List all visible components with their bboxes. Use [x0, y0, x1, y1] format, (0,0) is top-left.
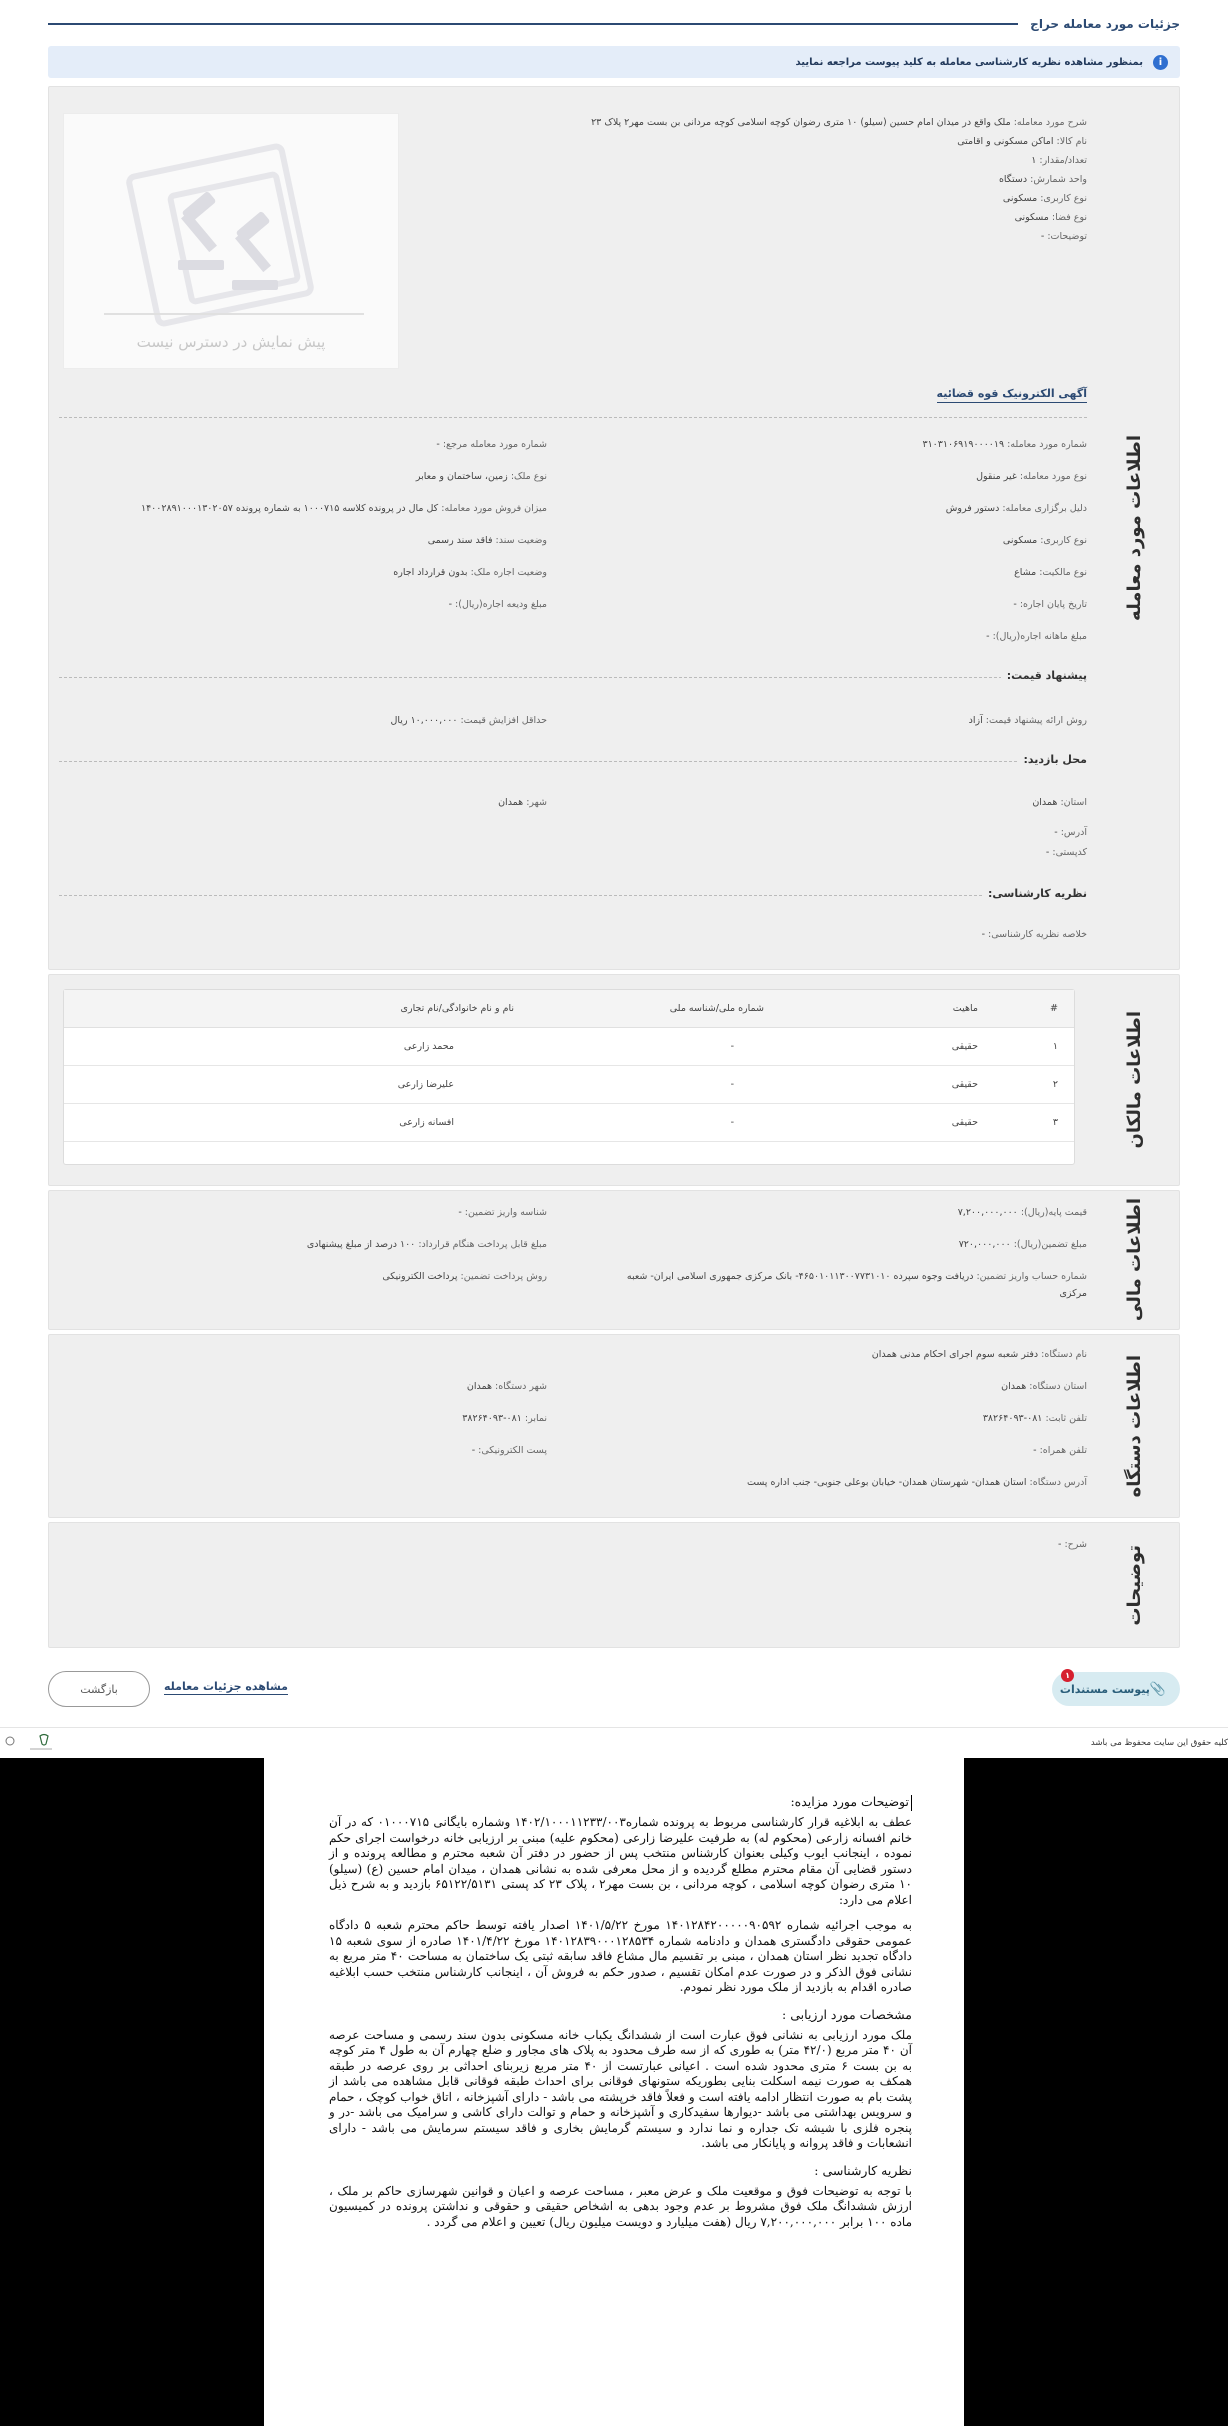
owners-section — [48, 974, 1180, 1186]
guarantee-account-row-cont: مرکزی — [1059, 1288, 1087, 1299]
item-description-row: شرح مورد معامله: ملک واقع در میدان امام حسین (سیلو) ۱۰ متری رضوان کوچه اسلامی کوچه مردانی بن بست مهر۲ پلاک ۲۳ — [591, 117, 1087, 128]
doc-heading-specs: مشخصات مورد ارزیابی : — [782, 2006, 912, 2022]
divider — [59, 677, 1087, 678]
document-viewer[interactable] — [0, 1758, 1228, 2426]
divider — [59, 761, 1087, 762]
agency-province-row: استان دستگاه: همدان — [1001, 1381, 1087, 1392]
doc-heading-description: توضیحات مورد مزایده: — [329, 1793, 912, 1811]
notes-section — [48, 1522, 1180, 1648]
row-index: ۱ — [1052, 1041, 1058, 1052]
row-national-id: - — [730, 1079, 734, 1090]
page-title: جزئیات مورد معامله حراج — [1030, 17, 1180, 31]
agency-fax-row: نمابر: ۰۸۱-۳۸۲۶۴۰۹۳ — [462, 1413, 547, 1424]
copyright-text: کلیه حقوق این سایت محفوظ می باشد — [1090, 1738, 1228, 1748]
table-row — [64, 1066, 1074, 1104]
row-type: حقیقی — [951, 1041, 978, 1052]
image-preview — [63, 113, 399, 369]
ref-deal-number-row: شماره مورد معامله مرجع: - — [436, 439, 547, 450]
usage-type-row: نوع کاربری: مسکونی — [1002, 535, 1087, 546]
page-header — [48, 14, 1180, 34]
visit-postal-row: کدپستی: - — [1045, 847, 1087, 858]
expert-heading: نظریه کارشناسی: — [982, 887, 1087, 900]
emblem-icon — [4, 1732, 54, 1754]
property-type-row: نوع ملک: زمین، ساختمان و معابر — [415, 471, 547, 482]
quantity-row: تعداد/مقدار: ۱ — [1031, 155, 1087, 166]
attachments-badge: ۱ — [1061, 1669, 1074, 1682]
doc-paragraph-specs: ملک مورد ارزیابی به نشانی فوق عبارت است از ششدانگ یکباب خانه مسکونی بدون سند رسمی و مساحت عرصه آن ۴۰ متر مربع (۴۲/۰ متر) به طوری که از سه طرف محدود به پلاک های مجاور و ضلع چهارم آن به طول ۴ متر کوچه به بن بست ۶ متری محدود شده است . اعیانی عبارتست از ۴۰ متر مربع زیربنای احداثی بر روی عرصه در طبقه همکف به صورت نیمه اسکلت بنایی بطوریکه ستونهای فوقانی برای احداث طبقه فوقانی قابل مشاهده می باشد از پشت بام به صورت انتظار ادامه یافته است و فعلاً فاقد خرپشته می باشد - دارای آشپزخانه ، اتاق خواب کوچک ، حمام و سرویس بهداشتی می باشد -دیوارها سفیدکاری و آشپزخانه و حمام و توالت دارای کاشی و سرامیک می باشد -در و پنجره فلزی با شیشه تک جداره و نما ندارد و سیستم گرمایش بخاری و فاقد سیستم سرمایش می باشد - دارای انشعابات و فاقد پروانه و پایانکار می باشد. — [329, 2027, 913, 2150]
deal-type-row: نوع مورد معامله: غیر منقول — [976, 471, 1087, 482]
table-row — [64, 1028, 1074, 1066]
info-icon: i — [1153, 55, 1168, 70]
doc-paragraph-intro: عطف به ابلاغیه قرار کارشناسی مربوط به پرونده شماره۱۴۰۲/۱۰۰۰۱۱۲۳۳/۰۰۳ وشماره بایگانی ۰۱۰۰۰۷۱۵ که در آن خانم افسانه زارعی (محکوم له) به طرفیت علیرضا زارعی (محکوم علیه) مبنی بر ارزیابی خانه درخواست اجرای حکم نموده ، اینجانب ایوب وکیلی بعنوان کارشناس منتخب پس از حضور در دفتر آن شعبه محترم و مطالعه پرونده و از دستور قضایی آن مقام محترم مطلع گردیده و از محل معرفی شده به نشانی همدان ، میدان امام حسین (ع) (سیلو) ۱۰ متری رضوان کوچه اسلامی ، کوچه مردانی ، بن بست مهر۲ ، پلاک ۲۳ کد پستی ۶۵۱۲۲/۵۱۳۱ بازدید و به شرح ذیل اعلام می دارد: — [329, 1815, 912, 1907]
owners-table — [63, 989, 1075, 1165]
expert-summary-row: خلاصه نظریه کارشناسی: - — [981, 929, 1087, 940]
col-index: # — [1050, 1003, 1058, 1014]
guarantee-id-row: شناسه واریز تضمین: - — [458, 1207, 547, 1218]
col-type: ماهیت — [952, 1003, 978, 1014]
agency-mobile-row: تلفن همراه: - — [1033, 1445, 1087, 1456]
table-row — [64, 1104, 1074, 1142]
attachments-label: پیوست مستندات — [1059, 1682, 1150, 1696]
space-type-row: نوع فضا: مسکونی — [1014, 212, 1087, 223]
back-button[interactable]: بازگشت — [48, 1671, 150, 1707]
description-row: شرح: - — [1057, 1539, 1087, 1550]
item-info-section — [48, 86, 1180, 970]
owners-side-title: اطلاعات مالکان — [1123, 1011, 1145, 1149]
doc-paragraph-execution: به موجب اجرائیه شماره ۱۴۰۱۲۸۴۲۰۰۰۰۰۹۰۵۹۲ مورخ ۱۴۰۱/۵/۲۲ اصدار یافته توسط حاکم محترم شعبه ۵ دادگاه عمومی حقوقی دادگستری همدان و دادنامه شماره ۱۴۰۱۲۸۳۹۰۰۰۱۲۸۵۳۴ مورخ ۱۴۰۱/۴/۲۲ صادره از سوی شعبه ۱۵ دادگاه تجدید نظر استان همدان ، مبنی بر تقسیم مال مشاع فاقد سابقه ثبتی یک ساختمان به مساحت ۴۰ متر مربع به نشانی فوق الذکر و در صورت عدم امکان تقسیم ، صدور حکم به فروش آن ، اینجانب کارشناس منتخب حسب ابلاغیه صادره اقدام به بازدید از ملک مورد نظر نمودم. — [329, 1918, 913, 1994]
agency-section — [48, 1334, 1180, 1518]
col-name: نام و نام خانوادگی/نام تجاری — [400, 1003, 514, 1014]
text-cursor — [911, 1795, 912, 1811]
min-increase-row: حداقل افزایش قیمت: ۱۰,۰۰۰,۰۰۰ ریال — [390, 715, 547, 726]
payment-method-row: روش پرداخت تضمین: پرداخت الکترونیکی — [382, 1271, 547, 1282]
agency-email-row: پست الکترونیکی: - — [471, 1445, 547, 1456]
usage-row: نوع کاربری: مسکونی — [1002, 193, 1087, 204]
deal-details-link[interactable]: مشاهده جزئیات معامله — [164, 1680, 288, 1693]
contract-payment-row: مبلغ قابل پرداخت هنگام قرارداد: ۱۰۰ درصد از مبلغ پیشنهادی — [306, 1239, 547, 1250]
notes-row: توضیحات: - — [1040, 231, 1087, 242]
doc-heading-opinion: نظریه کارشناسی : — [814, 2162, 912, 2178]
lease-status-row: وضعیت اجاره ملک: بدون قرارداد اجاره — [393, 567, 547, 578]
row-national-id: - — [730, 1041, 734, 1052]
monthly-rent-row: مبلغ ماهانه اجاره(ریال): - — [986, 631, 1087, 642]
lease-end-row: تاریخ پایان اجاره: - — [1013, 599, 1087, 610]
ownership-type-row: نوع مالکیت: مشاع — [1014, 567, 1087, 578]
judiciary-ad-link[interactable]: آگهی الکترونیک قوه قضائیه — [937, 387, 1087, 403]
divider — [59, 417, 1087, 418]
row-national-id: - — [730, 1117, 734, 1128]
deal-reason-row: دلیل برگزاری معامله: دستور فروش — [945, 503, 1087, 514]
agency-address-row: آدرس دستگاه: استان همدان- شهرستان همدان- خیابان بوعلی جنوبی- جنب اداره پست — [746, 1477, 1087, 1488]
item-info-side-title: اطلاعات مورد معامله — [1123, 435, 1145, 621]
visit-address-row: آدرس: - — [1054, 827, 1087, 838]
financial-section — [48, 1190, 1180, 1330]
row-name: افسانه زارعی — [399, 1117, 454, 1128]
bid-method-row: روش ارائه پیشنهاد قیمت: آزاد — [968, 715, 1087, 726]
agency-name-row: نام دستگاه: دفتر شعبه سوم اجرای احکام مدنی همدان — [871, 1349, 1087, 1360]
agency-landline-row: تلفن ثابت: ۰۸۱-۳۸۲۶۴۰۹۳ — [982, 1413, 1087, 1424]
header-divider — [48, 23, 1018, 25]
visit-city-row: شهر: همدان — [498, 797, 547, 808]
row-index: ۲ — [1052, 1079, 1058, 1090]
guarantee-amount-row: مبلغ تضمین(ریال): ۷۲۰,۰۰۰,۰۰۰ — [958, 1239, 1087, 1250]
row-index: ۳ — [1052, 1117, 1058, 1128]
preview-caption: پیش نمایش در دسترس نیست — [136, 333, 326, 351]
row-type: حقیقی — [951, 1117, 978, 1128]
col-national-id: شماره ملی/شناسه ملی — [669, 1003, 764, 1014]
bid-heading: پیشنهاد قیمت: — [1001, 669, 1087, 682]
base-price-row: قیمت پایه(ریال): ۷,۲۰۰,۰۰۰,۰۰۰ — [957, 1207, 1087, 1218]
row-name: محمد زارعی — [403, 1041, 454, 1052]
gavel-placeholder-icon — [64, 114, 400, 370]
owners-table-header — [64, 990, 1074, 1028]
paperclip-icon: 📎 — [1149, 1681, 1167, 1697]
unit-row: واحد شمارش: دستگاه — [998, 174, 1087, 185]
attachments-button[interactable] — [1052, 1672, 1180, 1706]
visit-province-row: استان: همدان — [1032, 797, 1087, 808]
goods-name-row: نام کالا: اماکن مسکونی و اقامتی — [957, 136, 1087, 147]
agency-city-row: شهر دستگاه: همدان — [466, 1381, 547, 1392]
doc-paragraph-opinion: با توجه به توضیحات فوق و موقعیت ملک و عرض معبر ، مساحت عرصه و اعیان و قوانین شهرسازی حاکم بر ملک ، ارزش ششدانگ ملک فوق مشروط بر عدم وجود بدهی به اشخاص حقیقی و حقوقی و نداشتن پرونده در کمیسیون ماده ۱۰۰ برابر ۷,۲۰۰,۰۰۰,۰۰۰ ریال (هفت میلیارد و دویست میلیون ریال) تعیین و اعلام می گردد . — [329, 2183, 912, 2229]
info-banner-text: بمنظور مشاهده نظریه کارشناسی معامله به کلید پیوست مراجعه نمایید — [795, 56, 1143, 68]
row-type: حقیقی — [951, 1079, 978, 1090]
footer — [0, 1727, 1228, 1757]
notes-side-title: توضیحات — [1123, 1544, 1145, 1626]
sale-extent-row: میزان فروش مورد معامله: کل مال در پرونده کلاسه ۱۰۰۰۷۱۵ به شماره پرونده ۱۴۰۰۲۸۹۱۰۰۰۱۳۰۲۰۵۷ — [140, 503, 547, 514]
guarantee-account-row: شماره حساب واریز تضمین: دریافت وجوه سپرده ۴۶۵۰۱۰۱۱۳۰۰۷۷۳۱۰۱۰- بانک مرکزی جمهوری اسلامی ایران- شعبه — [626, 1271, 1087, 1282]
deal-number-row: شماره مورد معامله: ۳۱۰۳۱۰۶۹۱۹۰۰۰۰۱۹ — [922, 439, 1087, 450]
deed-status-row: وضعیت سند: فاقد سند رسمی — [427, 535, 547, 546]
expert-report-document — [264, 1758, 964, 2426]
financial-side-title: اطلاعات مالی — [1123, 1198, 1145, 1322]
deposit-row: مبلغ ودیعه اجاره(ریال): - — [448, 599, 547, 610]
divider — [59, 895, 1087, 896]
visit-heading: محل بازدید: — [1017, 753, 1087, 766]
row-name: علیرضا زارعی — [397, 1079, 454, 1090]
info-banner — [48, 46, 1180, 78]
agency-side-title: اطلاعات دستگاه — [1123, 1354, 1145, 1498]
